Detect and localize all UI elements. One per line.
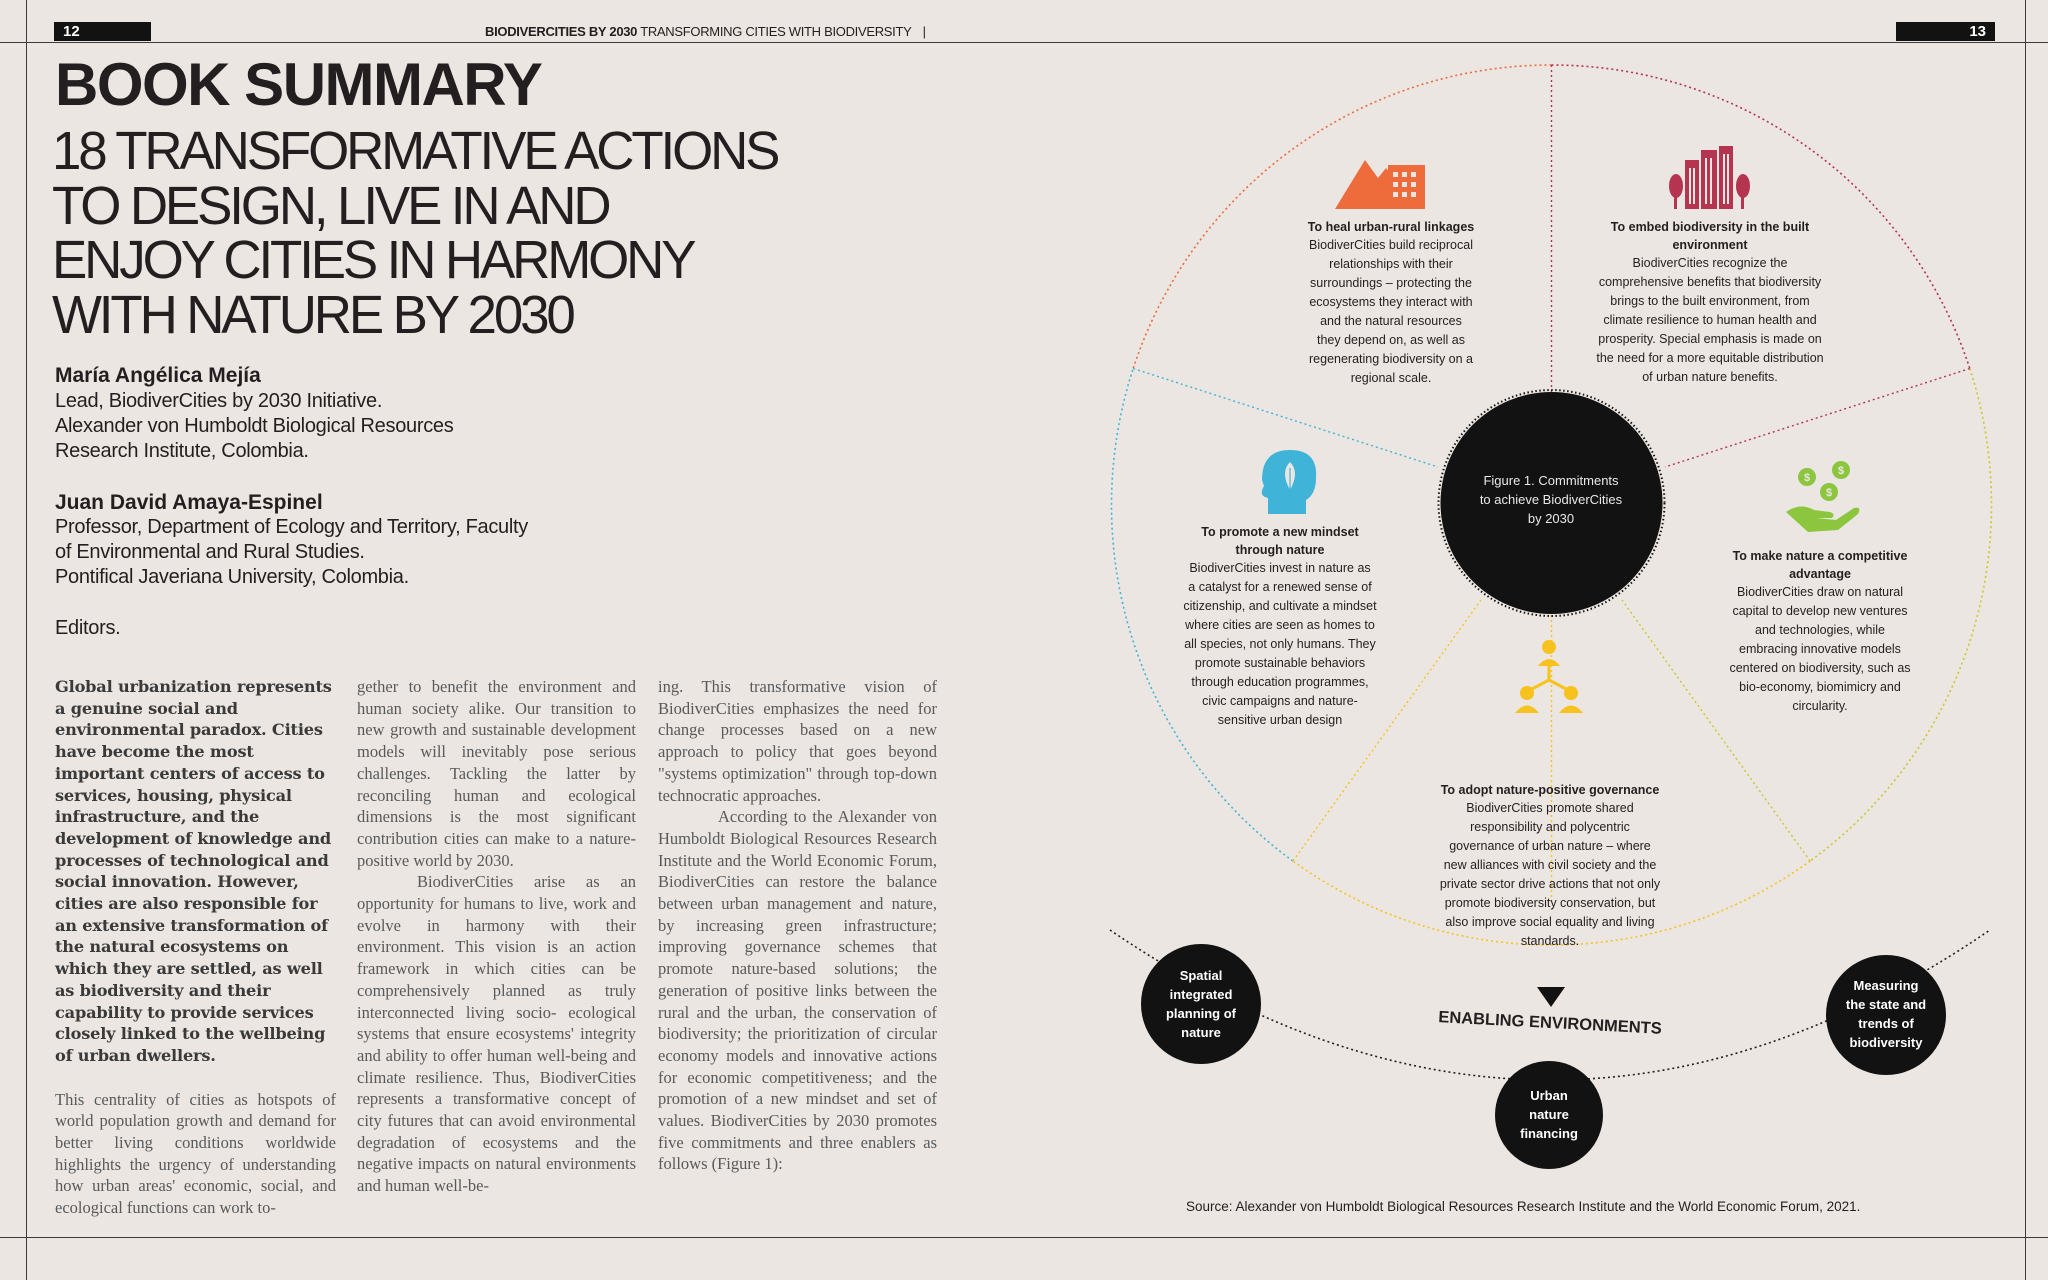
body-column-2: [357, 676, 636, 1197]
subtitle-line-3: ENJOY CITIES IN HARMONY: [52, 230, 694, 290]
commitment-text-line: governance of urban nature – where: [1449, 839, 1651, 853]
commitment-title: through nature: [1235, 543, 1325, 557]
body-paragraph: According to the Alexander von Humboldt Biological Resources Research Institute and the World Economic Forum, BiodiverCities can restore the balance between urban management and nature, by increasing green infrastructure; improving governance schemes that promote nature-based solutions; the generation of positive links between the rural and the urban, the conservation of biodiversity; the prioritization of circular economy models and innovative actions for economic competitiveness; and the promotion of a new mindset and set of values. BiodiverCities by 2030 promotes five commitments and three enablers as follows (Figure 1):: [658, 807, 937, 1174]
commitment-text-line: the need for a more equitable distribution: [1596, 351, 1824, 365]
commitment-text-line: BiodiverCities draw on natural: [1736, 585, 1904, 599]
subtitle-line-4: WITH NATURE BY 2030: [52, 285, 573, 345]
commitment-text-line: and the natural resources: [1320, 314, 1462, 328]
commitment-governance: [1400, 781, 1700, 951]
down-arrow-icon: [1537, 987, 1565, 1007]
right-margin-rule: [2025, 0, 2026, 1280]
commitment-title: To adopt nature-positive governance: [1440, 783, 1660, 797]
center-label-line: to achieve BiodiverCities: [1479, 492, 1623, 507]
commitment-text-line: circularity.: [1792, 699, 1848, 713]
editor-affiliation-line: Professor, Department of Ecology and Territory, Faculty: [55, 516, 528, 538]
editor-affiliation-line: Research Institute, Colombia.: [55, 440, 309, 462]
commitment-title: To make nature a competitive: [1732, 549, 1908, 563]
commitment-text-line: surroundings – protecting the: [1310, 276, 1472, 290]
commitment-text-line: BiodiverCities build reciprocal: [1309, 238, 1473, 252]
enabler-label-line: Spatial: [1179, 968, 1223, 983]
editors-label: Editors.: [55, 617, 121, 639]
running-title-bold: BIODIVERCITIES BY 2030: [485, 24, 638, 39]
commitment-text-line: a catalyst for a renewed sense of: [1188, 580, 1372, 594]
commitment-text-line: and technologies, while: [1755, 623, 1885, 637]
enabler-label-line: nature: [1529, 1107, 1569, 1122]
footer-rule: [0, 1237, 2048, 1238]
subtitle-line-1: 18 TRANSFORMATIVE ACTIONS: [52, 121, 778, 181]
commitment-text-line: of urban nature benefits.: [1642, 370, 1778, 384]
commitment-text-line: citizenship, and cultivate a mindset: [1183, 599, 1377, 613]
commitment-text-line: promote biodiversity conservation, but: [1444, 896, 1656, 910]
commitment-title: To embed biodiversity in the built: [1610, 220, 1810, 234]
enabler-label-line: biodiversity: [1849, 1035, 1923, 1050]
commitment-built: [1565, 218, 1855, 387]
enabler-label-line: planning of: [1165, 1006, 1237, 1021]
commitment-text-line: BiodiverCities promote shared: [1466, 801, 1634, 815]
commitment-text-line: responsibility and polycentric: [1470, 820, 1630, 834]
commitment-text-line: where cities are seen as homes to: [1185, 618, 1375, 632]
commitment-title: To heal urban-rural linkages: [1307, 220, 1475, 234]
commitment-text-line: all species, not only humans. They: [1184, 637, 1376, 651]
center-figure-label: [1451, 471, 1651, 528]
body-column-3: [658, 676, 937, 1175]
enabler-label-line: nature: [1181, 1025, 1221, 1040]
commitment-text-line: standards.: [1520, 934, 1580, 948]
commitment-mindset: [1160, 523, 1400, 730]
commitment-text-line: bio-economy, biomimicry and: [1739, 680, 1901, 694]
body-paragraph: gether to benefit the environment and human society alike. Our transition to new growth and sustainable development models will inevitably pose serious challenges. Tackling the latter by reconciling human and ecological dimensions is the most significant contribution cities can make to a nature-positive world by 2030.: [357, 677, 636, 870]
page-number-right: 13: [1896, 22, 1995, 41]
commitment-text-line: promote sustainable behaviors: [1194, 656, 1366, 670]
editor-name-2: Juan David Amaya-Espinel: [55, 491, 323, 514]
center-label-line: by 2030: [1527, 511, 1575, 526]
commitment-text-line: BiodiverCities recognize the: [1632, 256, 1788, 270]
enabler-label-line: trends of: [1858, 1016, 1914, 1031]
mountain-city-icon: [1335, 160, 1425, 209]
editor-name-1: María Angélica Mejía: [55, 364, 261, 387]
enabler-spatial: [1141, 966, 1261, 1042]
subtitle-line-2: TO DESIGN, LIVE IN AND: [52, 176, 609, 236]
body-paragraph: BiodiverCities arise as an opportunity for humans to live, work and evolve in harmony with their environment. This vision is an action framework in which cities can be comprehensively planned as truly interconnected living socio- ecological systems that ensure ecosystems' integrity and ability to offer human well-being and climate resilience. Thus, BiodiverCities represents a transformative concept of city futures that can avoid environmental degradation of ecosystems and the negative impacts on natural environments and human well-be-: [357, 872, 636, 1196]
body-column-1: [55, 676, 336, 1219]
commitment-title: To promote a new mindset: [1201, 525, 1359, 539]
commitment-text-line: also improve social equality and living: [1445, 915, 1655, 929]
commitment-text-line: capital to develop new ventures: [1732, 604, 1908, 618]
buildings-trees-icon: [1669, 146, 1750, 209]
figure-source: Source: Alexander von Humboldt Biological Resources Research Institute and the World Economic Forum, 2021.: [1186, 1199, 1861, 1214]
commitment-text-line: embracing innovative models: [1739, 642, 1901, 656]
header-rule: [0, 42, 2048, 43]
enabler-label-line: Measuring: [1853, 978, 1919, 993]
commitment-text-line: centered on biodiversity, such as: [1729, 661, 1911, 675]
network-people-icon: [1515, 640, 1583, 713]
lead-paragraph: Global urbanization represents a genuine social and environmental paradox. Cities have become the most important centers of access to services, housing, physical infrastructure, and the development of knowledge and processes of technological and social innovation. However, cities are also responsible for an extensive transformation of the natural ecosystems on which they are settled, as well as biodiversity and their capability to provide services closely linked to the wellbeing of urban dwellers.: [55, 677, 332, 1065]
enabler-label-line: the state and: [1845, 997, 1927, 1012]
commitment-advantage: [1705, 547, 1935, 716]
editor-affiliation-line: of Environmental and Rural Studies.: [55, 541, 365, 563]
commitment-text-line: ecosystems they interact with: [1309, 295, 1473, 309]
svg-text:$: $: [1837, 465, 1845, 477]
running-title-separator: |: [922, 24, 926, 39]
left-margin-rule: [26, 0, 27, 1280]
editor-affiliation-line: Pontifical Javeriana University, Colombia.: [55, 566, 409, 588]
commitment-text-line: regenerating biodiversity on a: [1309, 352, 1473, 366]
center-label-line: Figure 1. Commitments: [1483, 473, 1619, 488]
enabler-measuring: [1821, 976, 1951, 1052]
commitment-text-line: climate resilience to human health and: [1603, 313, 1817, 327]
enabler-label-line: Urban: [1530, 1088, 1568, 1103]
commitment-text-line: new alliances with civil society and the: [1443, 858, 1657, 872]
commitment-text-line: prosperity. Special emphasis is made on: [1598, 332, 1822, 346]
enabling-environments-label: ENABLING ENVIRONMENTS: [1437, 1008, 1663, 1038]
svg-text:$: $: [1825, 487, 1833, 499]
svg-text:$: $: [1803, 472, 1811, 484]
running-title: [485, 24, 926, 40]
page-title: BOOK SUMMARY: [55, 51, 542, 118]
body-paragraph: This centrality of cities as hotspots of world population growth and demand for better living conditions worldwide highlights the urgency of understanding how urban areas' economic, social, and ecological functions can work to-: [55, 1089, 336, 1218]
running-title-rest: TRANSFORMING CITIES WITH BIODIVERSITY: [640, 24, 912, 39]
commitment-text-line: sensitive urban design: [1217, 713, 1343, 727]
commitment-text-line: private sector drive actions that not only: [1439, 877, 1661, 891]
commitment-title: advantage: [1789, 567, 1851, 581]
hand-coins-icon: [1786, 461, 1859, 532]
editor-affiliation-line: Lead, BiodiverCities by 2030 Initiative.: [55, 390, 383, 412]
commitment-text-line: relationships with their: [1329, 257, 1453, 271]
commitment-rural: [1282, 218, 1500, 388]
editor-affiliation-line: Alexander von Humboldt Biological Resources: [55, 415, 454, 437]
commitment-title: environment: [1672, 238, 1748, 252]
commitment-text-line: they depend on, as well as: [1316, 333, 1466, 347]
commitment-text-line: BiodiverCities invest in nature as: [1189, 561, 1371, 575]
commitments-diagram: [1100, 55, 2010, 1195]
commitment-text-line: civic campaigns and nature-: [1202, 694, 1358, 708]
commitment-text-line: regional scale.: [1350, 371, 1432, 385]
page-number-left: 12: [54, 22, 151, 41]
body-paragraph: ing. This transformative vision of BiodiverCities emphasizes the need for change processes based on a new approach to policy that goes beyond "systems optimization" through top-down technocratic approaches.: [658, 677, 937, 805]
commitment-text-line: through education programmes,: [1191, 675, 1369, 689]
enabler-label-line: financing: [1520, 1126, 1578, 1141]
enabler-label-line: integrated: [1169, 987, 1233, 1002]
commitment-text-line: comprehensive benefits that biodiversity: [1598, 275, 1822, 289]
commitment-text-line: brings to the built environment, from: [1610, 294, 1810, 308]
enabler-financing: [1489, 1086, 1609, 1143]
head-leaf-icon: [1262, 450, 1316, 514]
